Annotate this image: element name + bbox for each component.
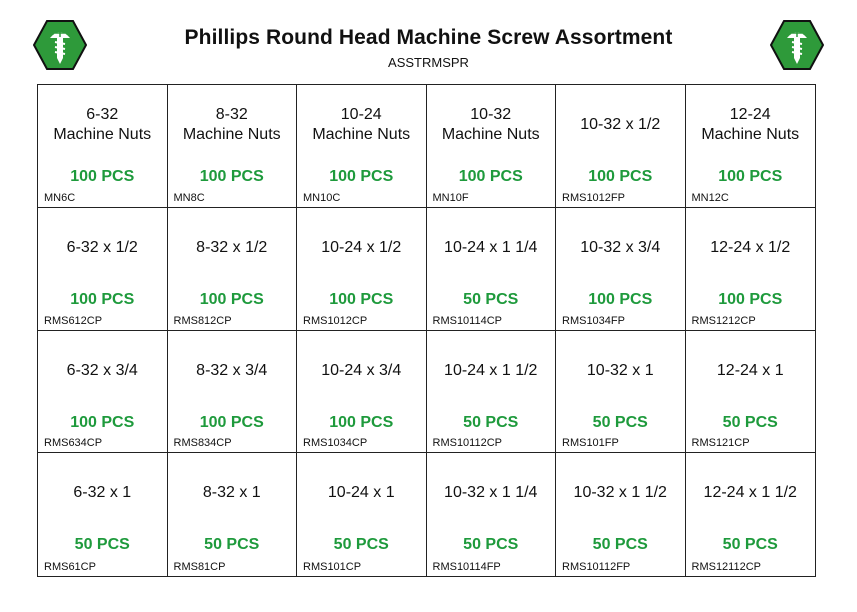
- compartment-cell: [686, 208, 816, 331]
- part-quantity: 100 PCS: [329, 413, 394, 431]
- part-quantity: 100 PCS: [588, 168, 653, 185]
- part-code: RMS101FP: [562, 437, 619, 450]
- part-code: RMS121CP: [691, 437, 750, 450]
- part-quantity: 100 PCS: [70, 413, 135, 431]
- part-quantity: 50 PCS: [333, 536, 389, 554]
- part-quantity: 100 PCS: [70, 290, 135, 308]
- part-code: RMS634CP: [44, 437, 103, 450]
- screw-hexagon-icon: [770, 18, 824, 72]
- compartment-cell: [427, 331, 557, 454]
- part-description: 6-32 Machine Nuts: [53, 106, 152, 143]
- part-quantity: 50 PCS: [463, 413, 519, 431]
- compartment-cell: [38, 331, 168, 454]
- compartment-cell: [686, 331, 816, 454]
- compartment-cell: [556, 85, 686, 208]
- part-quantity: 50 PCS: [592, 413, 648, 431]
- compartment-cell: [427, 208, 557, 331]
- compartment-cell: [297, 85, 427, 208]
- compartment-cell: [168, 331, 298, 454]
- compartment-cell: [556, 208, 686, 331]
- part-code: RMS834CP: [173, 437, 232, 450]
- part-description: 10-32 x 1 1/2: [573, 484, 667, 502]
- assortment-grid: [37, 84, 816, 577]
- compartment-cell: [686, 85, 816, 208]
- compartment-cell: [168, 453, 298, 576]
- part-description: 6-32 x 1/2: [66, 238, 138, 256]
- part-code: RMS10114FP: [432, 561, 501, 573]
- part-description: 10-24 x 3/4: [321, 361, 402, 379]
- part-description: 6-32 x 1: [73, 484, 132, 502]
- part-quantity: 50 PCS: [204, 536, 260, 554]
- part-code: RMS101CP: [303, 561, 362, 573]
- part-description: 10-24 x 1: [327, 484, 395, 502]
- part-description: 8-32 x 3/4: [196, 361, 268, 379]
- part-description: 6-32 x 3/4: [66, 361, 138, 379]
- part-code: RMS10114CP: [432, 314, 502, 327]
- part-description: 8-32 Machine Nuts: [182, 106, 281, 143]
- part-description: 10-24 Machine Nuts: [312, 106, 411, 143]
- part-quantity: 100 PCS: [458, 168, 523, 185]
- part-description: 12-24 x 1: [716, 361, 784, 379]
- part-quantity: 50 PCS: [74, 536, 130, 554]
- compartment-cell: [38, 453, 168, 576]
- part-code: RMS1034FP: [562, 314, 625, 327]
- part-code: MN10F: [432, 191, 469, 204]
- part-code: RMS81CP: [173, 561, 226, 573]
- part-quantity: 100 PCS: [70, 168, 135, 185]
- part-description: 10-32 x 1 1/4: [444, 484, 538, 502]
- part-quantity: 50 PCS: [722, 413, 778, 431]
- part-description: 10-24 x 1 1/2: [444, 361, 538, 379]
- part-quantity: 100 PCS: [718, 168, 783, 185]
- part-code: MN12C: [691, 191, 729, 204]
- part-description: 10-32 x 1/2: [580, 116, 661, 133]
- part-code: RMS12112CP: [691, 561, 761, 573]
- compartment-cell: [556, 331, 686, 454]
- compartment-cell: [297, 453, 427, 576]
- part-quantity: 50 PCS: [722, 536, 778, 554]
- part-description: 12-24 x 1 1/2: [703, 484, 797, 502]
- part-quantity: 100 PCS: [199, 413, 264, 431]
- part-code: RMS1012FP: [562, 191, 625, 204]
- part-code: MN10C: [303, 191, 341, 204]
- part-quantity: 100 PCS: [199, 290, 264, 308]
- part-description: 10-32 x 1: [586, 361, 654, 379]
- part-description: 8-32 x 1: [202, 484, 261, 502]
- part-quantity: 100 PCS: [588, 290, 653, 308]
- compartment-cell: [427, 85, 557, 208]
- part-code: RMS61CP: [44, 561, 96, 573]
- part-code: RMS812CP: [173, 314, 232, 327]
- part-description: 10-32 Machine Nuts: [441, 106, 540, 143]
- part-code: MN8C: [173, 191, 205, 204]
- part-code: RMS10112FP: [562, 561, 631, 573]
- part-code: RMS1012CP: [303, 314, 368, 327]
- compartment-cell: [297, 208, 427, 331]
- part-quantity: 100 PCS: [329, 168, 394, 185]
- part-quantity: 100 PCS: [199, 168, 264, 185]
- part-description: 10-32 x 3/4: [580, 238, 661, 256]
- compartment-cell: [427, 453, 557, 576]
- compartment-cell: [38, 208, 168, 331]
- part-description: 12-24 Machine Nuts: [701, 106, 800, 143]
- part-quantity: 50 PCS: [463, 536, 519, 554]
- compartment-cell: [168, 208, 298, 331]
- page-title: Phillips Round Head Machine Screw Assortment: [184, 26, 673, 49]
- part-description: 10-24 x 1/2: [321, 238, 402, 256]
- part-quantity: 50 PCS: [592, 536, 648, 554]
- part-description: 10-24 x 1 1/4: [444, 238, 538, 256]
- part-code: MN6C: [44, 191, 76, 204]
- part-description: 12-24 x 1/2: [710, 238, 791, 256]
- part-description: 8-32 x 1/2: [196, 238, 268, 256]
- part-code: RMS612CP: [44, 314, 103, 327]
- compartment-cell: [686, 453, 816, 576]
- compartment-cell: [168, 85, 298, 208]
- part-code: RMS1034CP: [303, 437, 368, 450]
- compartment-cell: [297, 331, 427, 454]
- assortment-code: ASSTRMSPR: [388, 55, 469, 70]
- part-quantity: 100 PCS: [718, 290, 783, 308]
- part-code: RMS1212CP: [691, 314, 756, 327]
- part-quantity: 50 PCS: [463, 290, 519, 308]
- compartment-cell: [38, 85, 168, 208]
- part-quantity: 100 PCS: [329, 290, 394, 308]
- part-code: RMS10112CP: [432, 437, 502, 450]
- compartment-cell: [556, 453, 686, 576]
